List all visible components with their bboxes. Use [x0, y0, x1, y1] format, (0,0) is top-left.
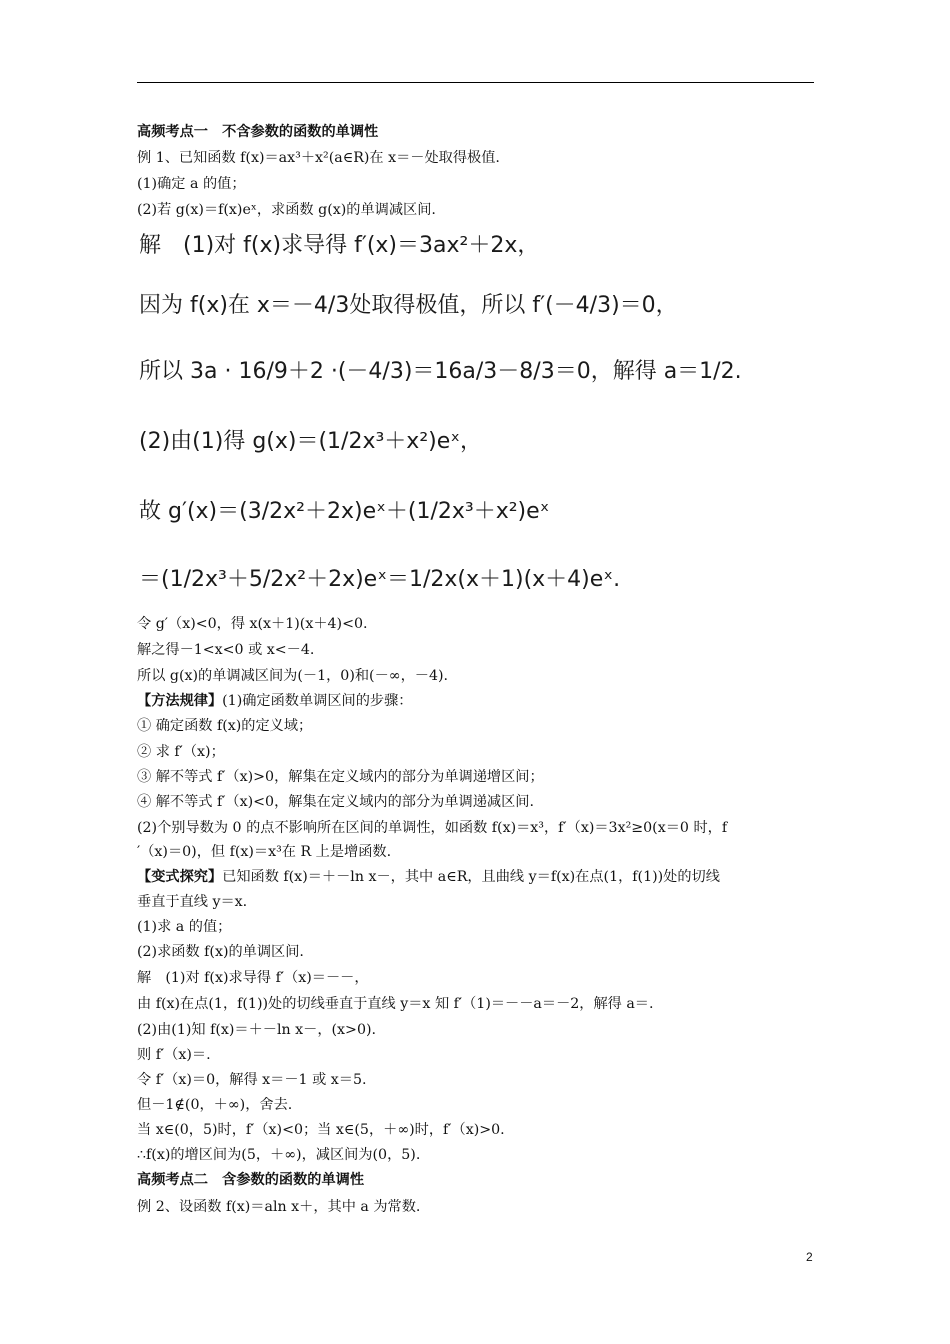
- variant-label: 【变式探究】: [137, 869, 223, 885]
- method-intro-text: (1)确定函数单调区间的步骤：: [222, 693, 413, 709]
- variant-solution-4: 则 f′（x)＝.: [137, 1047, 211, 1063]
- solution-line-2: 因为 f(x)在 x＝－4/3处取得极值，所以 f′(－4/3)＝0，: [139, 293, 678, 318]
- variant-solution-2: 由 f(x)在点(1，f(1))处的切线垂直于直线 y＝x 知 f′（1)＝－－a＝－2，解得 a＝.: [137, 996, 654, 1012]
- example-1-after-2: 解之得－1<x<0 或 x<－4.: [137, 642, 315, 658]
- variant-solution-5: 令 f′（x)＝0，解得 x＝－1 或 x＝5.: [137, 1072, 367, 1088]
- method-note-1: (2)个别导数为 0 的点不影响所在区间的单调性，如函数 f(x)＝x³，f′（x)＝3x²≥0(x＝0 时，f: [137, 820, 728, 836]
- variant-solution-7: 当 x∈(0，5)时，f′（x)<0；当 x∈(5，＋∞)时，f′（x)>0.: [137, 1122, 505, 1138]
- method-step-1: ① 确定函数 f(x)的定义域；: [137, 718, 313, 734]
- example-2-stem: 例 2、设函数 f(x)＝aln x＋，其中 a 为常数.: [137, 1199, 421, 1215]
- example-1-after-1: 令 g′（x)<0，得 x(x＋1)(x＋4)<0.: [137, 616, 368, 632]
- example-1-stem: 例 1、已知函数 f(x)＝ax³＋x²(a∈R)在 x＝－处取得极值.: [137, 150, 500, 166]
- variant-solution-3: (2)由(1)知 f(x)＝＋－ln x－，(x>0).: [137, 1022, 377, 1038]
- variant-stem-1: [137, 867, 720, 887]
- variant-question-1: (1)求 a 的值；: [137, 919, 232, 935]
- method-label: 【方法规律】: [137, 693, 223, 709]
- example-1-question-1: (1)确定 a 的值；: [137, 176, 246, 192]
- method-step-2: ② 求 f′（x)；: [137, 744, 225, 760]
- method-intro: [137, 691, 413, 711]
- variant-solution-6: 但－1∉(0，＋∞)，舍去.: [137, 1097, 293, 1113]
- solution-line-5: 故 g′(x)＝(3/2x²＋2x)eˣ＋(1/2x³＋x²)eˣ: [139, 499, 550, 524]
- header-rule: [137, 82, 814, 83]
- method-note-2: ′（x)＝0)，但 f(x)＝x³在 R 上是增函数.: [137, 844, 392, 860]
- page-number: 2: [806, 1250, 813, 1264]
- variant-solution-8: ∴f(x)的增区间为(5，＋∞)，减区间为(0，5).: [137, 1147, 421, 1163]
- example-1-after-3: 所以 g(x)的单调减区间为(－1，0)和(－∞，－4).: [137, 668, 449, 684]
- section-1-title: 高频考点一 不含参数的函数的单调性: [137, 124, 379, 140]
- section-2-title: 高频考点二 含参数的函数的单调性: [137, 1172, 365, 1188]
- example-1-question-2: (2)若 g(x)＝f(x)eˣ，求函数 g(x)的单调减区间.: [137, 202, 436, 218]
- method-step-4: ④ 解不等式 f′（x)<0，解集在定义域内的部分为单调递减区间.: [137, 794, 534, 810]
- solution-line-1: 解 (1)对 f(x)求导得 f′(x)＝3ax²＋2x，: [139, 233, 540, 258]
- variant-stem-text: 已知函数 f(x)＝＋－ln x－，其中 a∈R，且曲线 y＝f(x)在点(1，f(1))处的切线: [222, 869, 720, 885]
- variant-question-2: (2)求函数 f(x)的单调区间.: [137, 944, 304, 960]
- solution-line-3: 所以 3a · 16/9＋2 ·(－4/3)＝16a/3－8/3＝0，解得 a＝1/2.: [139, 359, 742, 384]
- solution-line-4: (2)由(1)得 g(x)＝(1/2x³＋x²)eˣ，: [139, 429, 483, 454]
- variant-solution-1: 解 (1)对 f(x)求导得 f′（x)＝－－，: [137, 970, 369, 986]
- solution-line-6: ＝(1/2x³＋5/2x²＋2x)eˣ＝1/2x(x＋1)(x＋4)eˣ.: [139, 567, 621, 592]
- variant-stem-2: 垂直于直线 y＝x.: [137, 894, 248, 910]
- method-step-3: ③ 解不等式 f′（x)>0，解集在定义域内的部分为单调递增区间；: [137, 769, 544, 785]
